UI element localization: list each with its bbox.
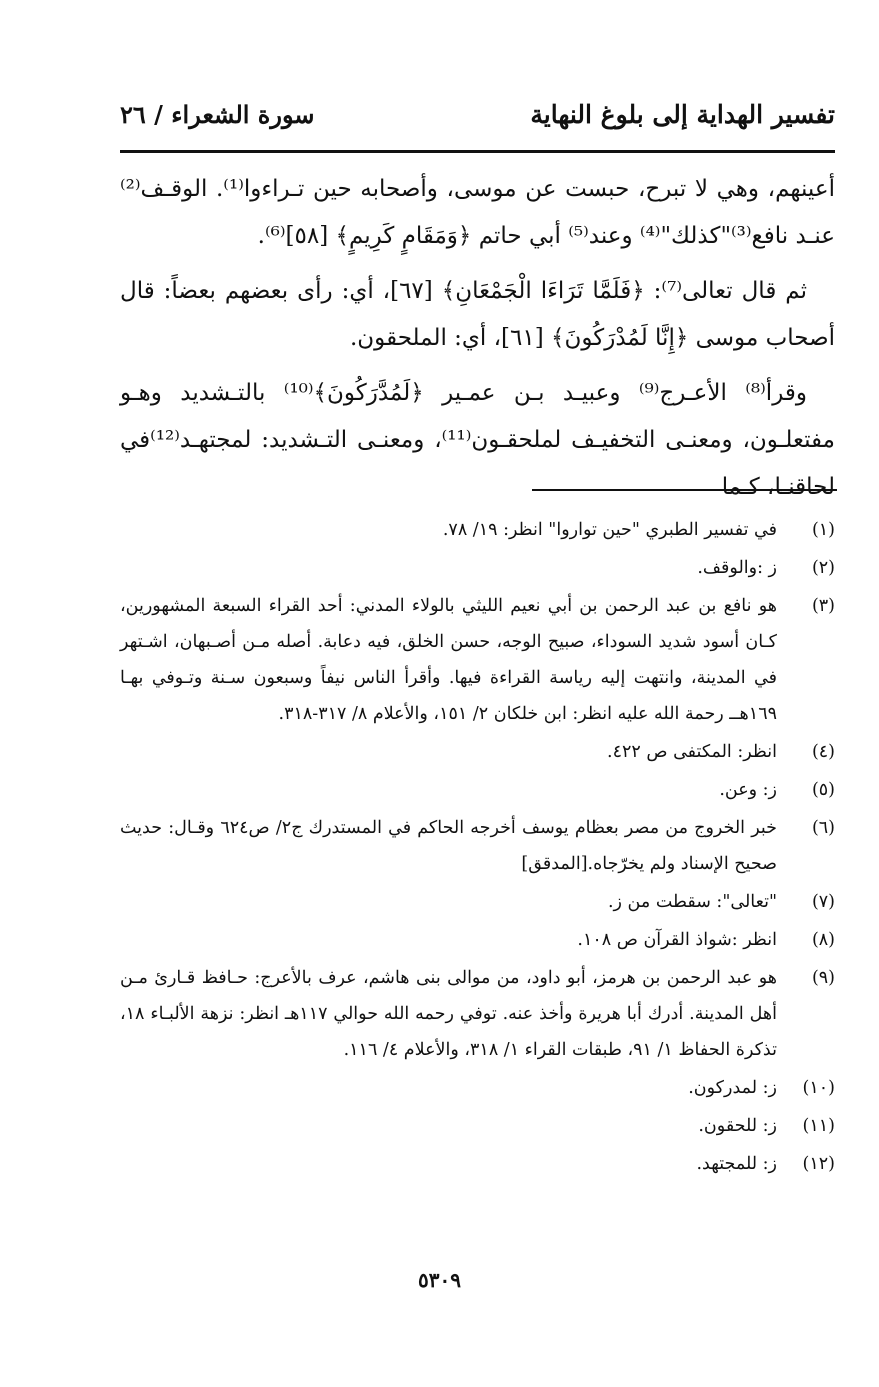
footnote-text: انظر :شواذ القرآن ص ١٠٨.: [577, 930, 777, 950]
running-header: [120, 100, 835, 140]
footnote: [120, 884, 835, 920]
footnote: [120, 1146, 835, 1182]
main-text: [120, 166, 835, 519]
surah-label: سورة الشعراء / ٢٦: [120, 100, 315, 129]
footnote-number: (٥): [811, 780, 835, 800]
footnote-number: (١١): [802, 1116, 835, 1136]
footnote: [120, 734, 835, 770]
footnote-number: (٩): [811, 968, 835, 988]
footnote-number: (١): [811, 520, 835, 540]
footnote-number: (٤): [811, 742, 835, 762]
book-title: تفسير الهداية إلى بلوغ النهاية: [530, 100, 835, 129]
footnote-text: هو عبد الرحمن بن هرمز، أبو داود، من موالى بنى هاشم، عرف بالأعرج: حـافظ قـارئ مـن أهل المدينة. أدرك أبا هريرة وأخذ عنه. توفي رحمه الله حوالي ١١٧هـ انظر: نزهة الألبـاء ١٨، تذكرة الحفاظ ١/ ٩١، طبقات القراء ١/ ٣١٨، والأعلام ٤/ ١١٦.: [120, 968, 777, 1060]
footnote-text: ز: للحقون.: [698, 1116, 777, 1136]
footnote: [120, 772, 835, 808]
footnote-text: خبر الخروج من مصر بعظام يوسف أخرجه الحاكم في المستدرك ج٢/ ص٦٢٤ وقـال: حديث صحيح الإسناد ولم يخرّجاه.[المدقق]: [120, 818, 777, 874]
footnote: [120, 1070, 835, 1106]
footnote-number: (٨): [811, 930, 835, 950]
header-divider: [120, 150, 835, 153]
footnote-number: (١٠): [802, 1078, 835, 1098]
paragraph: ثم قال تعالى⁽⁷⁾: ﴿فَلَمَّا تَرَاءَا الْجَمْعَانِ﴾ [٦٧]، أي: رأى بعضهم بعضاً: قال أصحاب موسى ﴿إِنَّا لَمُدْرَكُونَ﴾ [٦١]، أي: الملحقون.: [120, 278, 835, 351]
footnote-text: ز: وعن.: [719, 780, 777, 800]
footnote-text: انظر: المكتفى ص ٤٢٢.: [607, 742, 777, 762]
paragraph: أعينهم، وهي لا تبرح، حبست عن موسى، وأصحابه حين تـراءوا⁽¹⁾. الوقـف⁽²⁾عنـد نافع⁽³⁾"كذلك"⁽⁴⁾ وعند⁽⁵⁾ أبي حاتم ﴿وَمَقَامٍ كَرِيمٍ﴾ [٥٨]⁽⁶⁾.: [120, 176, 835, 249]
footnote: [120, 550, 835, 586]
footnote-number: (١٢): [802, 1154, 835, 1174]
footnote-number: (٧): [811, 892, 835, 912]
footnote-number: (٣): [811, 596, 835, 616]
footnote-divider: [532, 489, 837, 491]
footnote-text: هو نافع بن عبد الرحمن بن أبي نعيم الليثي بالولاء المدني: أحد القراء السبعة المشهورين، كـان أسود شديد السوداء، صبيح الوجه، حسن الخلق، فيه دعابة. أصله مـن أصـبهان، اشـتهر في المدينة، وانتهت إليه رياسة القراءة فيها. وأقرأ الناس نيفاً وسبعون سـنة وتـوفي بهـا ١٦٩هــ رحمة الله عليه انظر: ابن خلكان ٢/ ١٥١، والأعلام ٨/ ٣١٧-٣١٨.: [120, 596, 777, 724]
footnote: [120, 1108, 835, 1144]
footnote: [120, 512, 835, 548]
footnote-text: ز: لمدركون.: [688, 1078, 777, 1098]
footnote-text: في تفسير الطبري "حين تواروا" انظر: ١٩/ ٧٨.: [442, 520, 777, 540]
footnote: [120, 588, 835, 732]
paragraph: وقرأ⁽⁸⁾ الأعـرج⁽⁹⁾ وعبيـد بـن عمـير ﴿لَمُدَّرَكُونَ﴾⁽¹⁰⁾ بالتـشديد وهـو مفتعلـون، ومعنـى التخفيـف لملحقـون⁽¹¹⁾، ومعنـى التـشديد: لمجتهـد⁽¹²⁾في لحاقنـا، كـما: [120, 380, 835, 500]
page-number: ٥٣٠٩: [418, 1268, 461, 1292]
footnote-text: ز: للمجتهد.: [696, 1154, 777, 1174]
footnote: [120, 810, 835, 882]
footnote-number: (٦): [811, 818, 835, 838]
footnote-text: ز :والوقف.: [697, 558, 777, 578]
footnote: [120, 922, 835, 958]
footnote-text: "تعالى": سقطت من ز.: [607, 892, 777, 912]
footnote: [120, 960, 835, 1068]
footnotes: [120, 512, 835, 1184]
footnote-number: (٢): [811, 558, 835, 578]
